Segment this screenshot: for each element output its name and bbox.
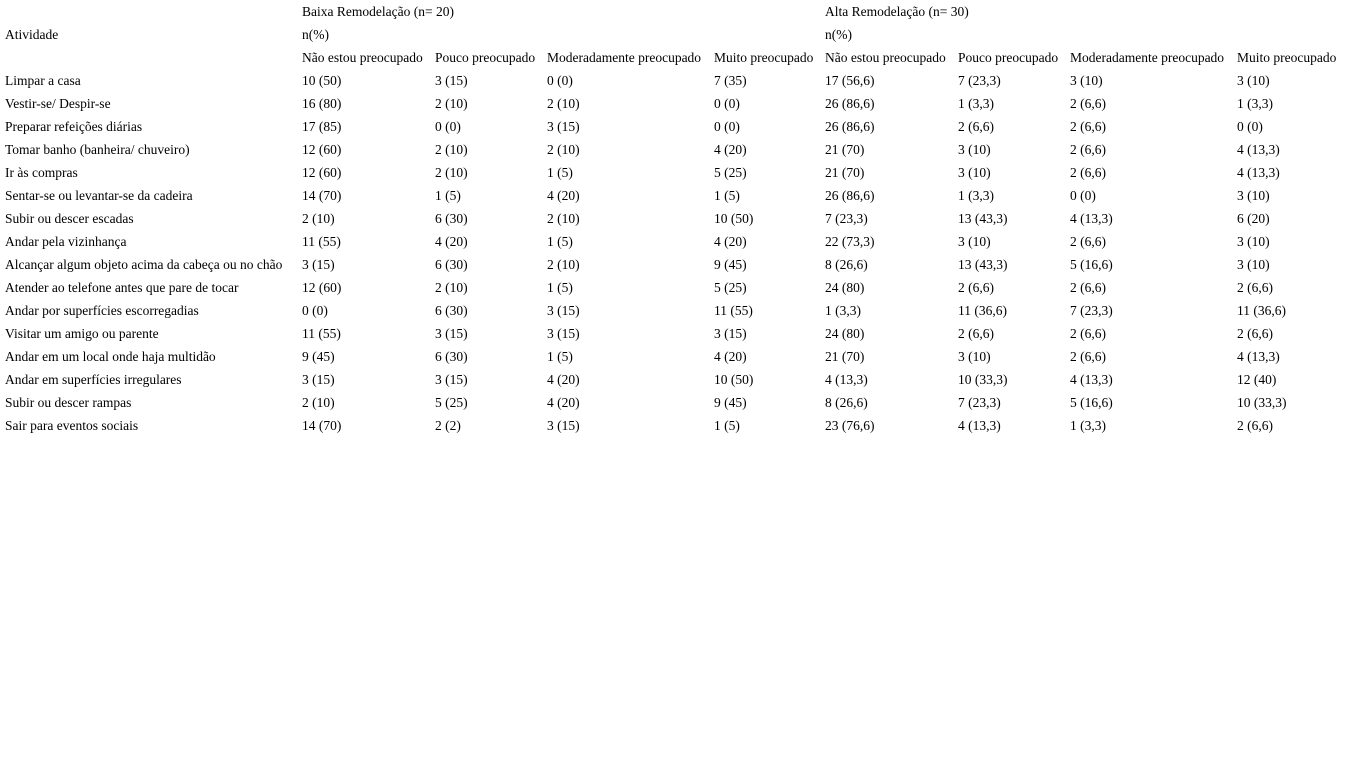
column-header: Não estou preocupado	[825, 50, 946, 65]
value-cell: 7 (23,3)	[958, 395, 1001, 410]
value-cell: 4 (20)	[714, 349, 747, 364]
value-cell: 0 (0)	[714, 119, 740, 134]
activity-cell: Visitar um amigo ou parente	[5, 326, 159, 341]
column-header-row	[0, 46, 1345, 69]
table-row	[0, 368, 1345, 391]
table-row	[0, 391, 1345, 414]
value-cell: 4 (20)	[547, 372, 580, 387]
value-cell: 3 (15)	[547, 119, 580, 134]
value-cell: 10 (33,3)	[958, 372, 1008, 387]
value-cell: 1 (5)	[547, 165, 573, 180]
value-cell: 9 (45)	[302, 349, 335, 364]
value-cell: 3 (10)	[1237, 188, 1270, 203]
value-cell: 2 (6,6)	[1070, 96, 1106, 111]
value-cell: 0 (0)	[714, 96, 740, 111]
value-cell: 3 (10)	[958, 349, 991, 364]
value-cell: 26 (86,6)	[825, 96, 875, 111]
activity-cell: Sair para eventos sociais	[5, 418, 139, 433]
value-cell: 2 (6,6)	[1237, 280, 1273, 295]
value-cell: 26 (86,6)	[825, 119, 875, 134]
value-cell: 12 (40)	[1237, 372, 1277, 387]
value-cell: 0 (0)	[547, 73, 573, 88]
activity-cell: Alcançar algum objeto acima da cabeça ou no chão	[5, 257, 283, 272]
table-row	[0, 299, 1345, 322]
value-cell: 4 (13,3)	[825, 372, 868, 387]
value-cell: 1 (5)	[547, 349, 573, 364]
value-cell: 3 (10)	[958, 142, 991, 157]
group-title-row	[0, 0, 1345, 23]
value-cell: 21 (70)	[825, 349, 865, 364]
activity-cell: Limpar a casa	[5, 73, 81, 88]
value-cell: 11 (55)	[302, 326, 341, 341]
value-cell: 2 (6,6)	[958, 119, 994, 134]
value-cell: 1 (5)	[714, 418, 740, 433]
value-cell: 1 (5)	[547, 280, 573, 295]
value-cell: 7 (35)	[714, 73, 747, 88]
value-cell: 11 (55)	[302, 234, 341, 249]
value-cell: 10 (33,3)	[1237, 395, 1287, 410]
value-cell: 3 (15)	[547, 303, 580, 318]
value-cell: 14 (70)	[302, 418, 342, 433]
column-header: Muito preocupado	[714, 50, 814, 65]
value-cell: 4 (13,3)	[1070, 211, 1113, 226]
value-cell: 3 (10)	[958, 234, 991, 249]
value-cell: 2 (10)	[547, 211, 580, 226]
value-cell: 2 (6,6)	[1070, 326, 1106, 341]
value-cell: 2 (6,6)	[1070, 280, 1106, 295]
value-cell: 2 (10)	[547, 257, 580, 272]
value-cell: 3 (15)	[302, 257, 335, 272]
value-cell: 1 (5)	[435, 188, 461, 203]
column-header: Moderadamente preocupado	[547, 50, 702, 65]
value-cell: 1 (5)	[547, 234, 573, 249]
value-cell: 1 (3,3)	[1070, 418, 1106, 433]
value-cell: 4 (20)	[547, 395, 580, 410]
value-cell: 7 (23,3)	[1070, 303, 1113, 318]
value-cell: 2 (10)	[547, 96, 580, 111]
value-cell: 2 (6,6)	[1070, 234, 1106, 249]
value-cell: 13 (43,3)	[958, 211, 1008, 226]
value-cell: 3 (15)	[435, 73, 468, 88]
value-cell: 21 (70)	[825, 165, 865, 180]
value-cell: 3 (15)	[547, 418, 580, 433]
value-cell: 2 (10)	[435, 96, 468, 111]
value-cell: 12 (60)	[302, 142, 342, 157]
value-cell: 4 (20)	[435, 234, 468, 249]
value-cell: 4 (13,3)	[1237, 349, 1280, 364]
value-cell: 4 (13,3)	[1237, 165, 1280, 180]
value-cell: 6 (20)	[1237, 211, 1270, 226]
value-cell: 2 (6,6)	[958, 326, 994, 341]
value-cell: 17 (85)	[302, 119, 342, 134]
value-cell: 5 (16,6)	[1070, 257, 1113, 272]
activity-cell: Andar por superfícies escorregadias	[5, 303, 199, 318]
column-header: Moderadamente preocupado	[1070, 50, 1225, 65]
value-cell: 2 (10)	[302, 395, 335, 410]
value-cell: 12 (60)	[302, 280, 342, 295]
value-cell: 1 (3,3)	[825, 303, 861, 318]
value-cell: 6 (30)	[435, 211, 468, 226]
value-cell: 2 (6,6)	[1070, 119, 1106, 134]
table-row	[0, 69, 1345, 92]
table-row	[0, 253, 1345, 276]
activity-cell: Andar pela vizinhança	[5, 234, 127, 249]
value-cell: 0 (0)	[435, 119, 461, 134]
value-cell: 6 (30)	[435, 257, 468, 272]
activity-cell: Andar em um local onde haja multidão	[5, 349, 216, 364]
value-cell: 3 (15)	[435, 326, 468, 341]
value-cell: 0 (0)	[1237, 119, 1263, 134]
table-row	[0, 230, 1345, 253]
table-row	[0, 414, 1345, 437]
value-cell: 21 (70)	[825, 142, 865, 157]
value-cell: 1 (3,3)	[958, 188, 994, 203]
group-title-low: Baixa Remodelação (n= 20)	[302, 4, 454, 19]
value-cell: 4 (13,3)	[1237, 142, 1280, 157]
value-cell: 3 (10)	[1237, 257, 1270, 272]
value-cell: 9 (45)	[714, 257, 747, 272]
activity-cell: Subir ou descer rampas	[5, 395, 132, 410]
table-row	[0, 322, 1345, 345]
value-cell: 3 (15)	[547, 326, 580, 341]
value-cell: 24 (80)	[825, 280, 865, 295]
value-cell: 7 (23,3)	[825, 211, 868, 226]
value-cell: 6 (30)	[435, 349, 468, 364]
value-cell: 2 (6,6)	[1237, 326, 1273, 341]
value-cell: 0 (0)	[302, 303, 328, 318]
value-cell: 24 (80)	[825, 326, 865, 341]
value-cell: 0 (0)	[1070, 188, 1096, 203]
activity-cell: Andar em superfícies irregulares	[5, 372, 182, 387]
table-body	[0, 69, 1345, 437]
value-cell: 2 (6,6)	[1237, 418, 1273, 433]
value-cell: 4 (13,3)	[1070, 372, 1113, 387]
value-cell: 12 (60)	[302, 165, 342, 180]
value-cell: 3 (10)	[1237, 73, 1270, 88]
value-cell: 2 (6,6)	[958, 280, 994, 295]
value-cell: 2 (6,6)	[1070, 349, 1106, 364]
header-empty-cell	[0, 0, 297, 23]
table-row	[0, 345, 1345, 368]
value-cell: 13 (43,3)	[958, 257, 1008, 272]
table-row	[0, 92, 1345, 115]
table-row	[0, 115, 1345, 138]
value-cell: 10 (50)	[714, 372, 754, 387]
table-row	[0, 161, 1345, 184]
table-row	[0, 276, 1345, 299]
value-cell: 2 (10)	[302, 211, 335, 226]
value-cell: 2 (10)	[547, 142, 580, 157]
value-cell: 11 (36,6)	[958, 303, 1007, 318]
value-cell: 9 (45)	[714, 395, 747, 410]
value-cell: 11 (55)	[714, 303, 753, 318]
value-cell: 10 (50)	[302, 73, 342, 88]
column-header: Pouco preocupado	[435, 50, 536, 65]
value-cell: 3 (10)	[1070, 73, 1103, 88]
value-cell: 5 (25)	[714, 165, 747, 180]
value-cell: 2 (6,6)	[1070, 165, 1106, 180]
value-cell: 16 (80)	[302, 96, 342, 111]
value-cell: 1 (5)	[714, 188, 740, 203]
value-cell: 4 (20)	[714, 234, 747, 249]
value-cell: 3 (15)	[302, 372, 335, 387]
value-cell: 17 (56,6)	[825, 73, 875, 88]
value-cell: 5 (25)	[435, 395, 468, 410]
value-cell: 3 (15)	[714, 326, 747, 341]
value-cell: 8 (26,6)	[825, 257, 868, 272]
value-cell: 2 (2)	[435, 418, 461, 433]
value-cell: 2 (6,6)	[1070, 142, 1106, 157]
column-header: Não estou preocupado	[302, 50, 423, 65]
group-unit-low: n(%)	[302, 27, 329, 42]
value-cell: 11 (36,6)	[1237, 303, 1286, 318]
activity-cell: Vestir-se/ Despir-se	[5, 96, 111, 111]
column-header: Pouco preocupado	[958, 50, 1059, 65]
value-cell: 1 (3,3)	[958, 96, 994, 111]
value-cell: 5 (16,6)	[1070, 395, 1113, 410]
table-row	[0, 184, 1345, 207]
value-cell: 4 (20)	[547, 188, 580, 203]
activity-header: Atividade	[5, 27, 59, 42]
column-header: Muito preocupado	[1237, 50, 1337, 65]
group-title-high: Alta Remodelação (n= 30)	[825, 4, 969, 19]
value-cell: 3 (10)	[958, 165, 991, 180]
activity-cell: Tomar banho (banheira/ chuveiro)	[5, 142, 190, 157]
activity-cell: Subir ou descer escadas	[5, 211, 134, 226]
value-cell: 4 (13,3)	[958, 418, 1001, 433]
value-cell: 8 (26,6)	[825, 395, 868, 410]
value-cell: 22 (73,3)	[825, 234, 875, 249]
value-cell: 3 (15)	[435, 372, 468, 387]
activity-cell: Atender ao telefone antes que pare de tocar	[5, 280, 239, 295]
header-empty-cell	[0, 46, 297, 69]
value-cell: 2 (10)	[435, 165, 468, 180]
activity-cell: Sentar-se ou levantar-se da cadeira	[5, 188, 193, 203]
value-cell: 26 (86,6)	[825, 188, 875, 203]
value-cell: 6 (30)	[435, 303, 468, 318]
value-cell: 4 (20)	[714, 142, 747, 157]
value-cell: 10 (50)	[714, 211, 754, 226]
value-cell: 2 (10)	[435, 280, 468, 295]
table-row	[0, 207, 1345, 230]
value-cell: 7 (23,3)	[958, 73, 1001, 88]
value-cell: 2 (10)	[435, 142, 468, 157]
value-cell: 14 (70)	[302, 188, 342, 203]
group-unit-high: n(%)	[825, 27, 852, 42]
value-cell: 3 (10)	[1237, 234, 1270, 249]
activity-cell: Ir às compras	[5, 165, 78, 180]
value-cell: 5 (25)	[714, 280, 747, 295]
activity-cell: Preparar refeições diárias	[5, 119, 143, 134]
group-unit-row	[0, 23, 1345, 46]
value-cell: 1 (3,3)	[1237, 96, 1273, 111]
table-row	[0, 138, 1345, 161]
value-cell: 23 (76,6)	[825, 418, 875, 433]
